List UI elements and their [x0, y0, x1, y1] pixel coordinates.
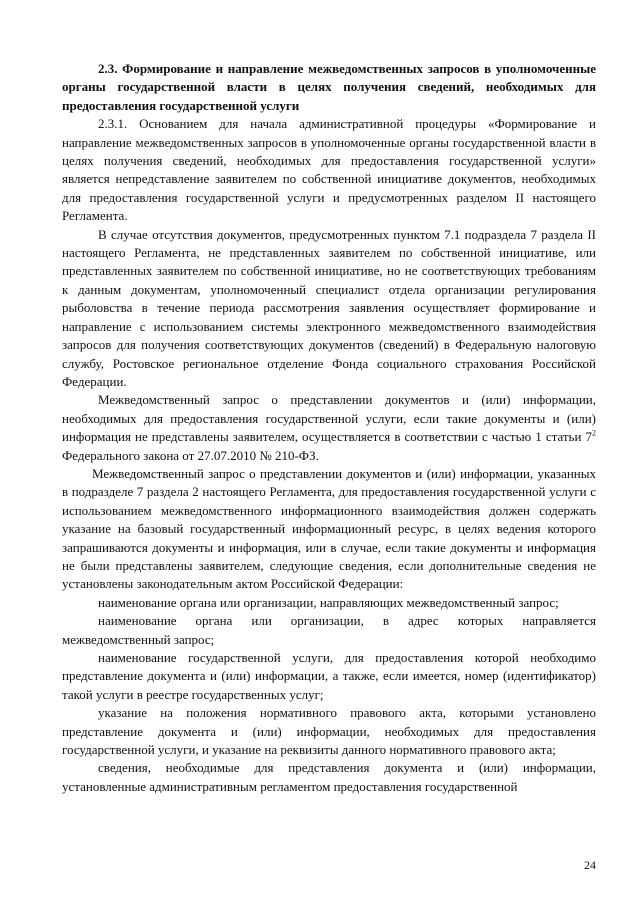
paragraph-text: Межведомственный запрос о представлении документов и (или) информации, необходимых для предоставления государственной услуги, если такие документы и (или) информация не представлены заявителем, осуществляется в соответствии с частью 1 статьи 7 [62, 392, 596, 445]
section-number: 2.3. [98, 61, 118, 76]
list-item-legal-act: указание на положения нормативного правового акта, которыми установлено представление документа и (или) информации, необходимых для предоставления государственной услуги, и указание на реквизиты данного нормативного правового акта; [62, 705, 596, 758]
paragraph-missing-documents: В случае отсутствия документов, предусмотренных пунктом 7.1 подраздела 7 раздела II настоящего Регламента, не представленных заявителем по собственной инициативе, или представленных заявителем по собственной инициативе, но не соответствующих требованиям к данным документам, уполномоченный специалист отдела организации регулирования рыболовства в течение периода рассмотрения заявления осуществляет формирование и направление с использованием системы электронного межведомственного взаимодействия запросов для получения соответствующих документов (сведений) в Федеральную налоговую службу, Ростовское региональное отделение Фонда социального страхования Российской Федерации. [62, 226, 596, 389]
section-heading [62, 60, 596, 115]
paragraph-2-3-1: 2.3.1. Основанием для начала административной процедуры «Формирование и направление межведомственных запросов в уполномоченные органы государственной власти в целях получения сведений, необходимых для предоставления государственной услуги» является непредставление заявителем по собственной инициативе документов, необходимых для предоставления государственной услуги и предусмотренных разделом II настоящего Регламента. [62, 116, 596, 224]
list-item-addressee-body: наименование органа или организации, в адрес которых направляется межведомственный запрос; [62, 613, 596, 647]
document-page [62, 60, 596, 796]
paragraph-request-content: Межведомственный запрос о представлении документов и (или) информации, указанных в подразделе 7 раздела 2 настоящего Регламента, для предоставления государственной услуги с использованием межведомственного информационного взаимодействия должен содержать указание на базовый государственный информационный ресурс, в целях ведения которого запрашиваются документы и информация, или в случае, если такие документы и информация не были представлены заявителем, следующие сведения, если дополнительные сведения не установлены законодательным актом Российской Федерации: [62, 465, 596, 592]
list-item-required-info: сведения, необходимые для представления документа и (или) информации, установленные административным регламентом предоставления государственной [62, 760, 596, 794]
section-title: Формирование и направление межведомственных запросов в уполномоченные органы государственной власти в целях получения сведений, необходимых для предоставления государственной услуги [62, 61, 596, 113]
list-item-requesting-body: наименование органа или организации, направляющих межведомственный запрос; [98, 594, 559, 610]
paragraph-text-end: Федерального закона от 27.07.2010 № 210-ФЗ. [62, 447, 319, 463]
paragraph-interagency-request [62, 391, 596, 465]
article-superscript: 2 [592, 428, 596, 438]
list-item-service-name: наименование государственной услуги, для предоставления которой необходимо представление документа и (или) информации, а также, если имеется, номер (идентификатор) такой услуги в реестре государственных услуг; [62, 650, 596, 702]
page-number: 24 [584, 858, 596, 872]
